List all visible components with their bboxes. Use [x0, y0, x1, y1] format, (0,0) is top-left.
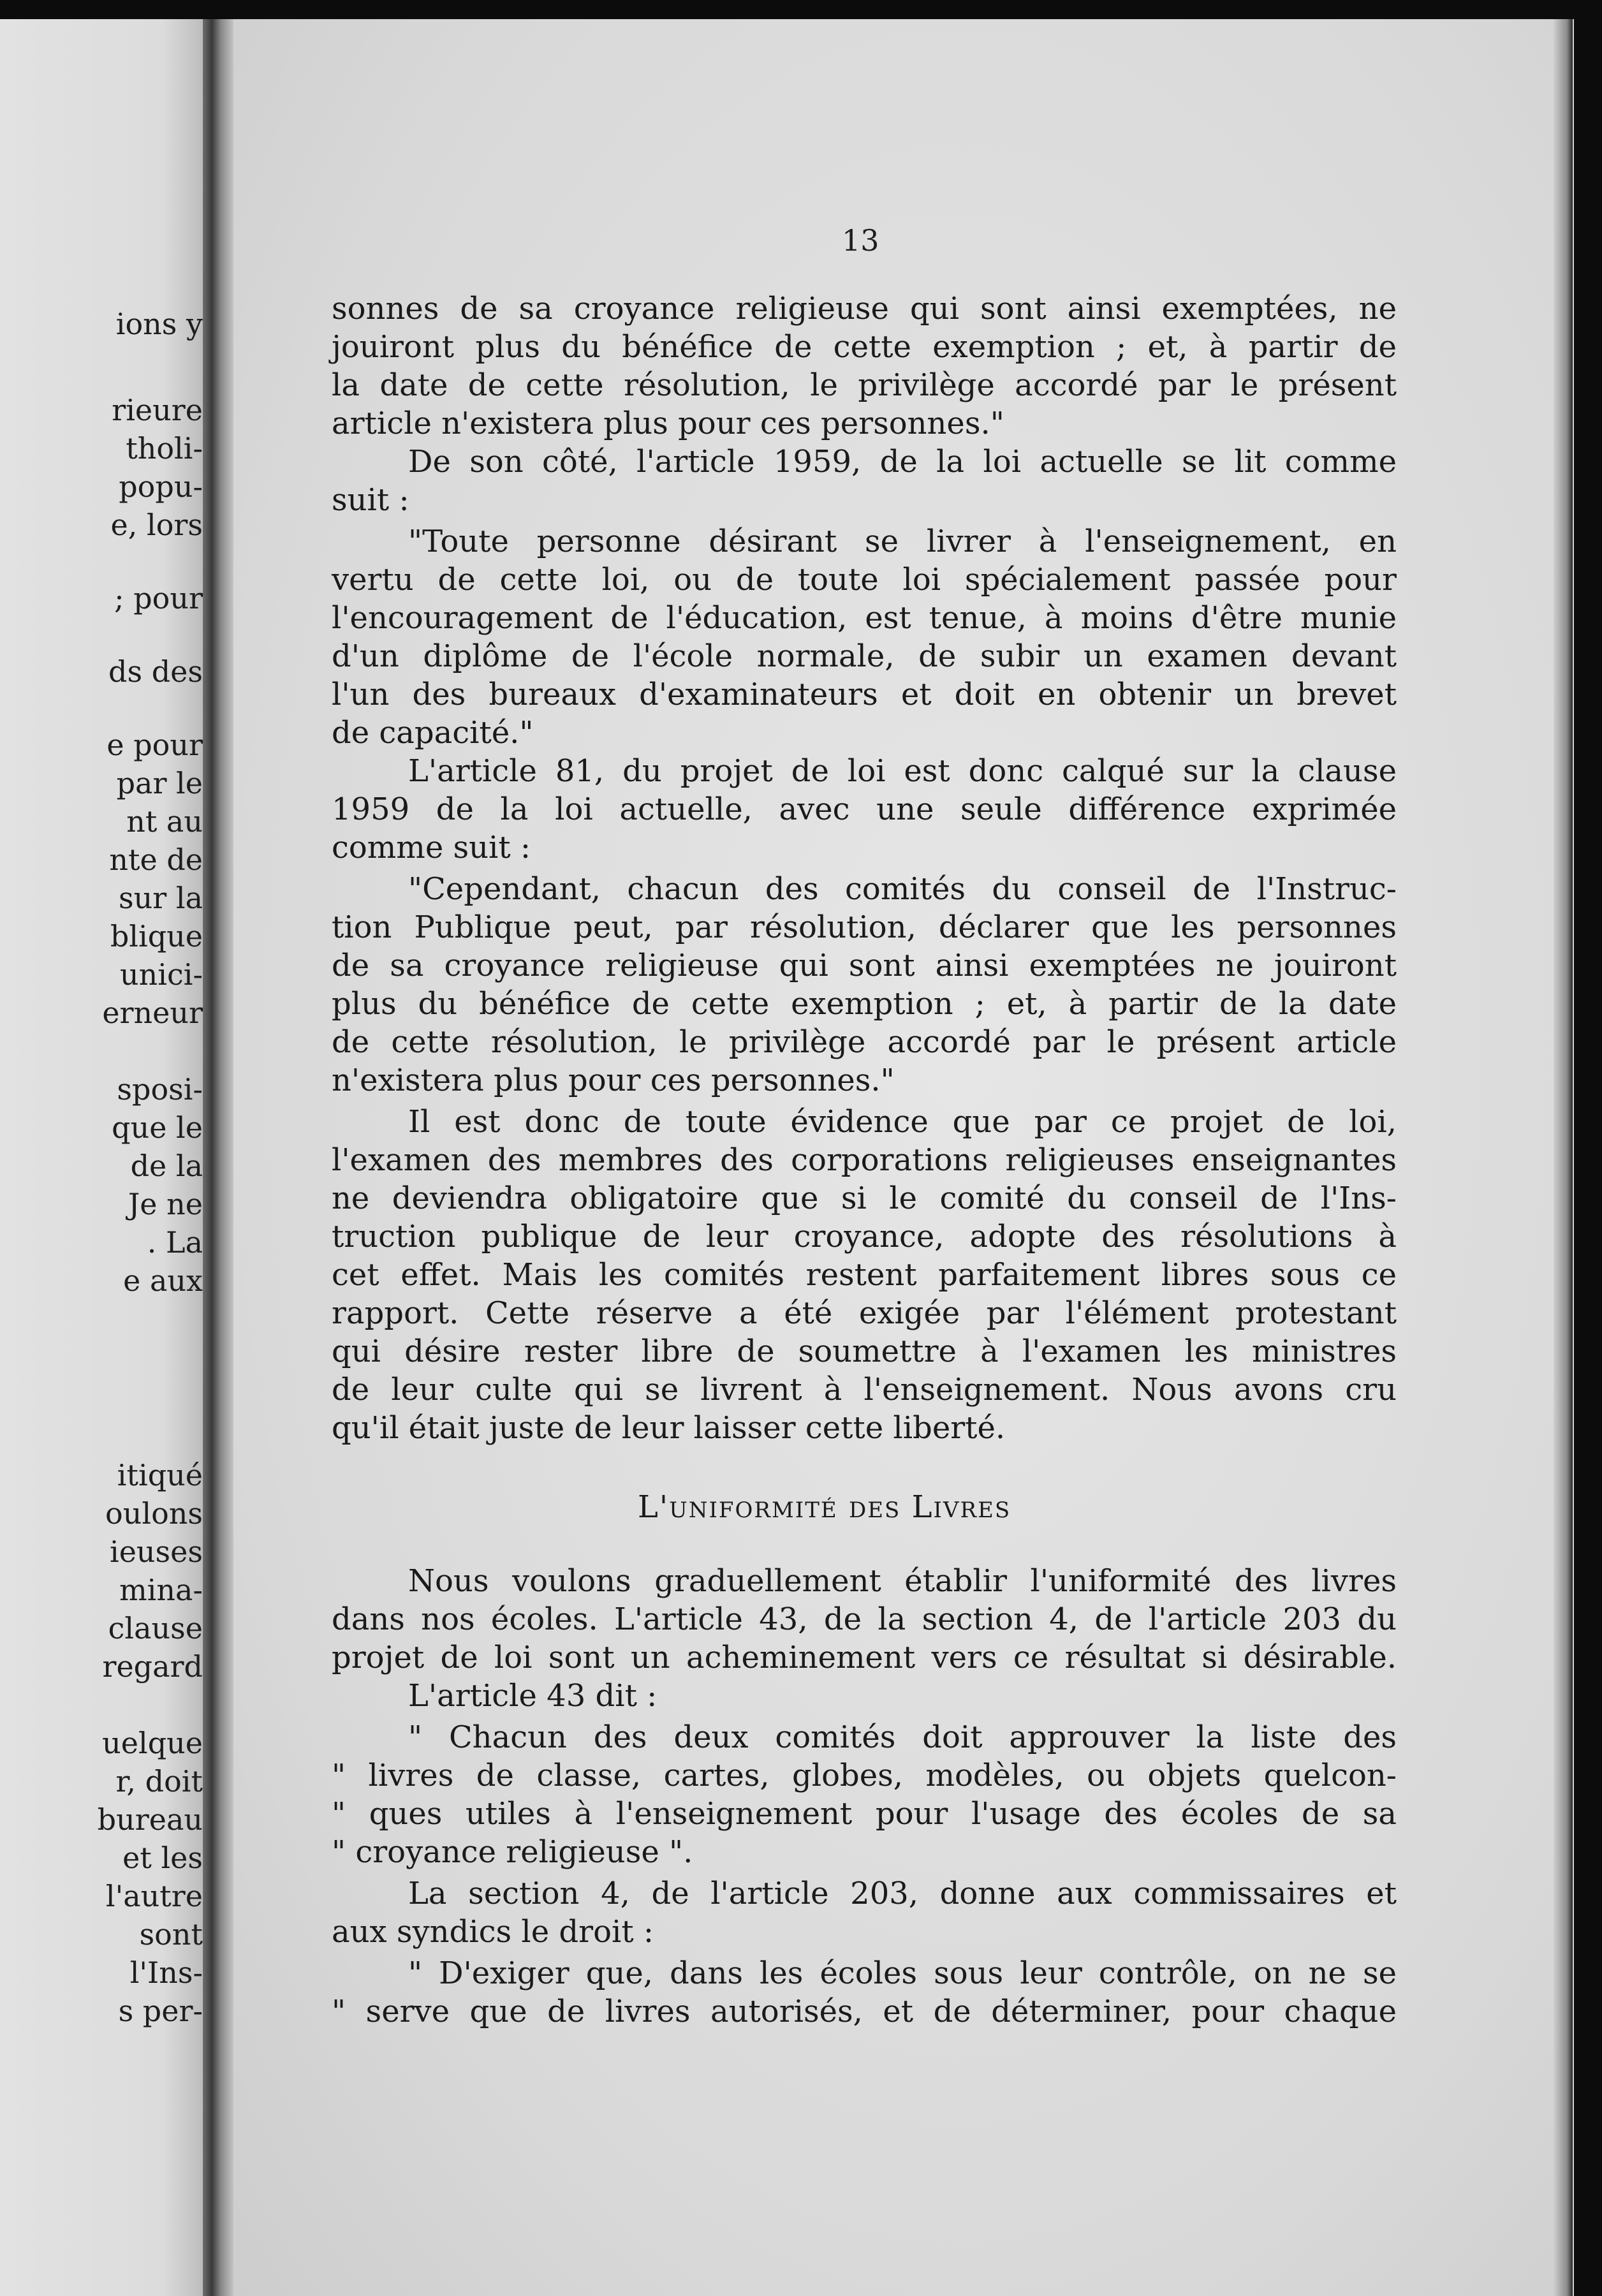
book-gutter: [203, 19, 233, 2296]
text-line: " Chacun des deux comités doit approuver la liste des: [408, 1719, 1397, 1755]
previous-page-line: itiqué: [117, 1458, 203, 1492]
text-line: rapport. Cette réserve a été exigée par l'élément protestant: [332, 1295, 1397, 1331]
previous-page-line: clause: [108, 1611, 203, 1645]
text-line: La section 4, de l'article 203, donne aux commissaires et: [408, 1876, 1397, 1911]
previous-page-line: que le: [112, 1110, 203, 1145]
previous-page-line: erneur: [102, 996, 203, 1030]
previous-page-line: mina-: [119, 1573, 203, 1607]
scan-border-right: [1574, 0, 1602, 2296]
text-line: projet de loi sont un acheminement vers ce résultat si désirable.: [332, 1640, 1397, 1675]
text-line: tion Publique peut, par résolution, déclarer que les personnes: [332, 909, 1397, 945]
previous-page-line: rieure: [112, 393, 203, 427]
text-line: L'article 81, du projet de loi est donc calqué sur la clause: [408, 753, 1397, 789]
text-line: l'un des bureaux d'examinateurs et doit en obtenir un brevet: [332, 677, 1397, 712]
text-line: " livres de classe, cartes, globes, modèles, ou objets quelcon-: [332, 1758, 1397, 1793]
previous-page-line: ds des: [108, 654, 203, 689]
previous-page-line: l'autre: [105, 1879, 203, 1913]
previous-page-edge: [0, 19, 203, 2296]
previous-page-line: unici-: [120, 957, 203, 992]
previous-page-line: sposi-: [117, 1072, 203, 1107]
text-line: 1959 de la loi actuelle, avec une seule différence exprimée: [332, 791, 1397, 827]
text-line: ne deviendra obligatoire que si le comité du conseil de l'Ins-: [332, 1181, 1397, 1216]
previous-page-line: tholi-: [126, 431, 203, 466]
previous-page-line: regard: [102, 1649, 203, 1684]
page-right-edge-shadow: [1554, 19, 1573, 2296]
previous-page-line: ieuses: [110, 1534, 203, 1569]
text-line: truction publique de leur croyance, adopte des résolutions à: [332, 1219, 1397, 1255]
text-line: " serve que de livres autorisés, et de déterminer, pour chaque: [332, 1994, 1397, 2029]
text-line: "Toute personne désirant se livrer à l'enseignement, en: [408, 524, 1397, 559]
text-line: la date de cette résolution, le privilège accordé par le présent: [332, 367, 1397, 403]
text-line: De son côté, l'article 1959, de la loi actuelle se lit comme: [408, 444, 1397, 480]
text-line: "Cependant, chacun des comités du conseil de l'Instruc-: [408, 871, 1397, 907]
previous-page-line: uelque: [102, 1726, 203, 1760]
text-line: n'existera plus pour ces personnes.": [332, 1063, 895, 1098]
text-line: de sa croyance religieuse qui sont ainsi exemptées ne jouiront: [332, 948, 1397, 983]
previous-page-line: bureau: [97, 1802, 203, 1837]
text-line: comme suit :: [332, 830, 531, 865]
previous-page-line: oulons: [105, 1496, 203, 1531]
previous-page-line: par le: [116, 766, 203, 800]
text-line: " D'exiger que, dans les écoles sous leur contrôle, on ne se: [408, 1955, 1397, 1991]
previous-page-line: nt au: [126, 804, 203, 839]
text-line: qui désire rester libre de soumettre à l'examen les ministres: [332, 1334, 1397, 1369]
scan-border-top: [0, 0, 1602, 19]
previous-page-line: s per-: [118, 1994, 203, 2028]
text-line: suit :: [332, 482, 409, 518]
previous-page-line: blique: [110, 919, 203, 953]
text-line: sonnes de sa croyance religieuse qui sont ainsi exemptées, ne: [332, 291, 1397, 327]
text-line: " croyance religieuse ".: [332, 1834, 693, 1870]
text-line: Il est donc de toute évidence que par ce projet de loi,: [408, 1104, 1397, 1140]
previous-page-line: e, lors: [110, 508, 203, 542]
text-line: article n'existera plus pour ces personnes.": [332, 406, 1004, 441]
text-line: dans nos écoles. L'article 43, de la section 4, de l'article 203 du: [332, 1601, 1397, 1637]
previous-page-line: sur la: [119, 881, 203, 915]
text-line: aux syndics le droit :: [332, 1914, 654, 1950]
text-line: " ques utiles à l'enseignement pour l'usage des écoles de sa: [332, 1796, 1397, 1832]
previous-page-line: l'Ins-: [129, 1955, 203, 1990]
text-line: qu'il était juste de leur laisser cette liberté.: [332, 1410, 1006, 1446]
text-line: de cette résolution, le privilège accordé par le présent article: [332, 1024, 1397, 1060]
previous-page-line: ions y: [115, 307, 203, 341]
previous-page-line: . La: [147, 1225, 203, 1260]
previous-page-line: ; pour: [114, 581, 203, 615]
text-line: L'article 43 dit :: [408, 1678, 658, 1714]
previous-page-line: r, doit: [115, 1764, 203, 1799]
previous-page-line: Je ne: [128, 1187, 203, 1221]
previous-page-line: popu-: [119, 469, 203, 504]
text-line: de leur culte qui se livrent à l'enseignement. Nous avons cru: [332, 1372, 1397, 1408]
text-line: plus du bénéfice de cette exemption ; et, à partir de la date: [332, 986, 1397, 1022]
previous-page-line: et les: [122, 1841, 203, 1875]
text-line: cet effet. Mais les comités restent parfaitement libres sous ce: [332, 1257, 1397, 1293]
text-line: l'encouragement de l'éducation, est tenue, à moins d'être munie: [332, 600, 1397, 636]
text-line: vertu de cette loi, ou de toute loi spécialement passée pour: [332, 562, 1397, 598]
page-number: 13: [842, 223, 879, 258]
section-heading: L'uniformité des Livres: [638, 1489, 1011, 1525]
previous-page-line: nte de: [109, 843, 203, 877]
previous-page-line: sont: [139, 1917, 203, 1952]
text-line: d'un diplôme de l'école normale, de subir un examen devant: [332, 638, 1397, 674]
previous-page-line: e pour: [107, 728, 203, 762]
text-line: Nous voulons graduellement établir l'uniformité des livres: [408, 1563, 1397, 1599]
text-line: de capacité.": [332, 715, 534, 751]
text-line: l'examen des membres des corporations religieuses enseignantes: [332, 1142, 1397, 1178]
text-line: jouiront plus du bénéfice de cette exemption ; et, à partir de: [332, 329, 1397, 365]
previous-page-line: de la: [130, 1149, 203, 1183]
previous-page-line: e aux: [123, 1263, 203, 1298]
